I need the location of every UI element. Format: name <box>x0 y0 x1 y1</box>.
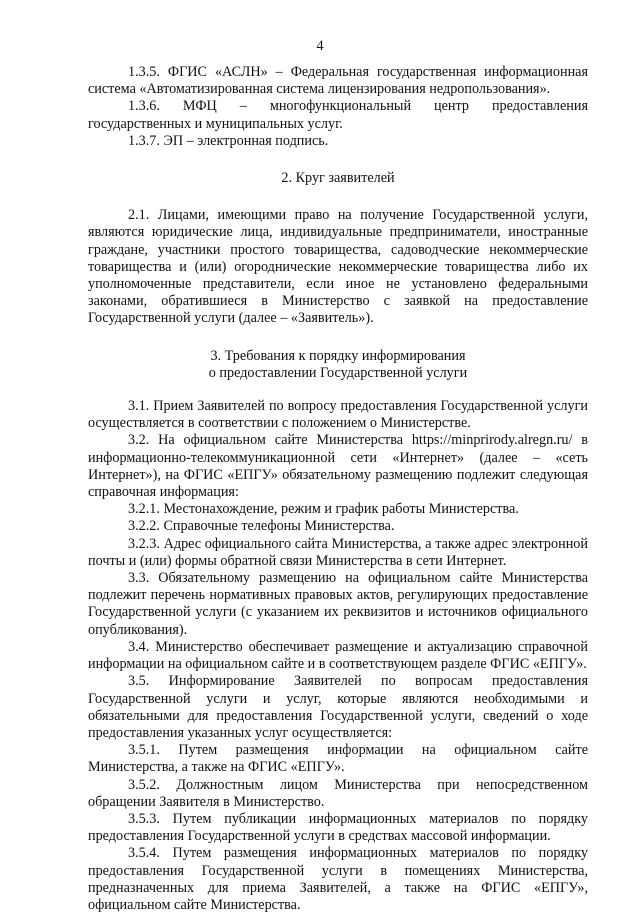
section-2-heading: 2. Круг заявителей <box>281 170 395 187</box>
paragraph-3-5: 3.5. Информирование Заявителей по вопросам предоставления Государственной услуги и услуг, которые являются необходимыми и обязательными для предоставления Государственной услуги, сведений о ходе предоставления указанных услуг осуществляется: <box>88 673 588 741</box>
page-number: 4 <box>316 38 324 54</box>
document-body <box>88 64 588 914</box>
paragraph-3-4: 3.4. Министерство обеспечивает размещение и актуализацию справочной информации на официальном сайте и в соответствующем разделе ФГИС «ЕПГУ». <box>88 638 588 673</box>
paragraph-3-3: 3.3. Обязательному размещению на официальном сайте Министерства подлежит перечень нормативных правовых актов, регулирующих предоставление Государственной услуги (с указанием их реквизитов и источников официального опубликования). <box>88 570 588 638</box>
section-3-heading <box>88 348 588 382</box>
paragraph-2-1: 2.1. Лицами, имеющими право на получение Государственной услуги, являются юридические лица, индивидуальные предприниматели, иностранные граждане, участники простого товарищества, садоводческие некоммерческие товарищества и (или) огороднические некоммерческие товарищества либо их уполномоченные представители, если иное не установлено федеральными законами, обратившиеся в Министерство с заявкой на предоставление Государственной услуги (далее – «Заявитель»). <box>88 207 588 327</box>
paragraph-3-5-4: 3.5.4. Путем размещения информационных материалов по порядку предоставления Государственной услуги в помещениях Министерства, предназначенных для приема Заявителей, а также на ФГИС «ЕПГУ», официальном сайте Министерства. <box>88 845 588 913</box>
paragraph-1-3-5: 1.3.5. ФГИС «АСЛН» – Федеральная государственная информационная система «Автоматизированная система лицензирования недропользования». <box>88 64 588 98</box>
paragraph-3-2: 3.2. На официальном сайте Министерства https://minprirody.alregn.ru/ в информационно-телекоммуникационной сети «Интернет» (далее – «сеть Интернет»), на ФГИС «ЕПГУ» обязательному размещению подлежит следующая справочная информация: <box>88 432 588 501</box>
paragraph-3-2-1: 3.2.1. Местонахождение, режим и график работы Министерства. <box>128 501 519 518</box>
paragraph-3-5-2: 3.5.2. Должностным лицом Министерства при непосредственном обращении Заявителя в Министерство. <box>88 776 588 810</box>
paragraph-1-3-7: 1.3.7. ЭП – электронная подпись. <box>128 132 329 149</box>
paragraph-3-5-3: 3.5.3. Путем публикации информационных материалов по порядку предоставления Государственной услуги в средствах массовой информации. <box>88 810 588 845</box>
paragraph-3-2-3: 3.2.3. Адрес официального сайта Министерства, а также адрес электронной почты и (или) формы обратной связи Министерства в сети Интернет. <box>88 535 588 569</box>
section-3-heading-line1: 3. Требования к порядку информирования <box>210 347 466 364</box>
paragraph-3-5-1: 3.5.1. Путем размещения информации на официальном сайте Министерства, а также на ФГИС «ЕПГУ». <box>88 742 588 776</box>
paragraph-1-3-6: 1.3.6. МФЦ – многофункциональный центр предоставления государственных и муниципальных услуг. <box>88 98 588 132</box>
paragraph-3-2-2: 3.2.2. Справочные телефоны Министерства. <box>128 518 395 535</box>
paragraph-3-1: 3.1. Прием Заявителей по вопросу предоставления Государственной услуги осуществляется в соответствии с положением о Министерстве. <box>88 398 588 432</box>
section-3-heading-line2: о предоставлении Государственной услуги <box>208 364 468 381</box>
